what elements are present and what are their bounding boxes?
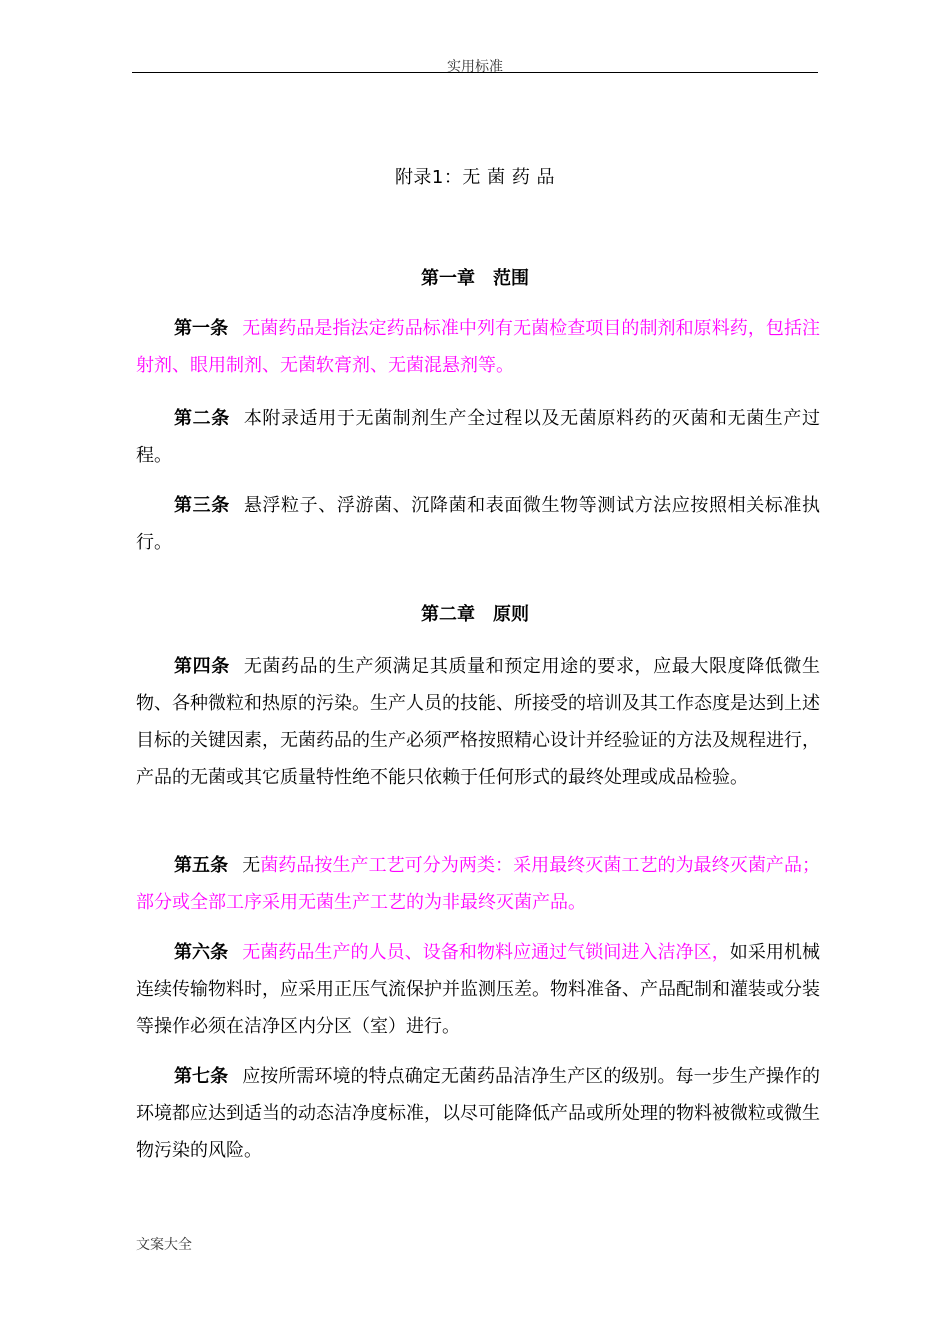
article-number: 第一条 (174, 318, 229, 339)
article-6 (136, 934, 820, 1045)
article-3 (136, 487, 820, 561)
article-text: 无 (242, 855, 261, 876)
article-1 (136, 310, 820, 384)
article-number: 第四条 (174, 656, 230, 677)
article-5 (136, 847, 820, 921)
article-4 (136, 648, 820, 796)
footer-text: 文案大全 (136, 1237, 192, 1253)
article-text-highlighted: 无菌药品是指法定药品标准中列有无菌检查项目的制剂和原料药，包括注射剂、眼用制剂、无菌软膏剂、无菌混悬剂等。 (136, 318, 821, 376)
article-text-highlighted: 菌药品按生产工艺可分为两类：采用最终灭菌工艺的为最终灭菌产品；部分或全部工序采用无菌生产工艺的为非最终灭菌产品。 (136, 855, 821, 913)
article-text-highlighted: 无菌药品生产的人员、设备和物料应通过气锁间进入洁净区， (242, 942, 730, 963)
article-2 (136, 400, 820, 474)
article-text: 悬浮粒子、浮游菌、沉降菌和表面微生物等测试方法应按照相关标准执行。 (136, 495, 821, 553)
header-divider (132, 72, 818, 73)
chapter-heading: 第一章 范围 (421, 268, 529, 289)
header-text: 实用标准 (447, 59, 503, 75)
article-number: 第六条 (174, 942, 229, 963)
article-text: 本附录适用于无菌制剂生产全过程以及无菌原料药的灭菌和无菌生产过程。 (136, 408, 821, 466)
article-text: 如采用机械连续传输物料时，应采用正压气流保护并监测压差。物料准备、产品配制和灌装或分装等操作必须在洁净区内分区（室）进行。 (136, 942, 821, 1037)
article-number: 第五条 (174, 855, 229, 876)
article-number: 第三条 (174, 495, 230, 516)
article-text: 应按所需环境的特点确定无菌药品洁净生产区的级别。每一步生产操作的环境都应达到适当的动态洁净度标准，以尽可能降低产品或所处理的物料被微粒或微生物污染的风险。 (136, 1066, 821, 1161)
article-text: 无菌药品的生产须满足其质量和预定用途的要求，应最大限度降低微生物、各种微粒和热原的污染。生产人员的技能、所接受的培训及其工作态度是达到上述目标的关键因素，无菌药品的生产必须严格按照精心设计并经验证的方法及规程进行，产品的无菌或其它质量特性绝不能只依赖于任何形式的最终处理或成品检验。 (136, 656, 821, 788)
article-number: 第二条 (174, 408, 230, 429)
chapter-heading: 第二章 原则 (421, 604, 529, 625)
article-7 (136, 1058, 820, 1169)
article-number: 第七条 (174, 1066, 229, 1087)
document-title: 附录1：无 菌 药 品 (394, 167, 556, 188)
